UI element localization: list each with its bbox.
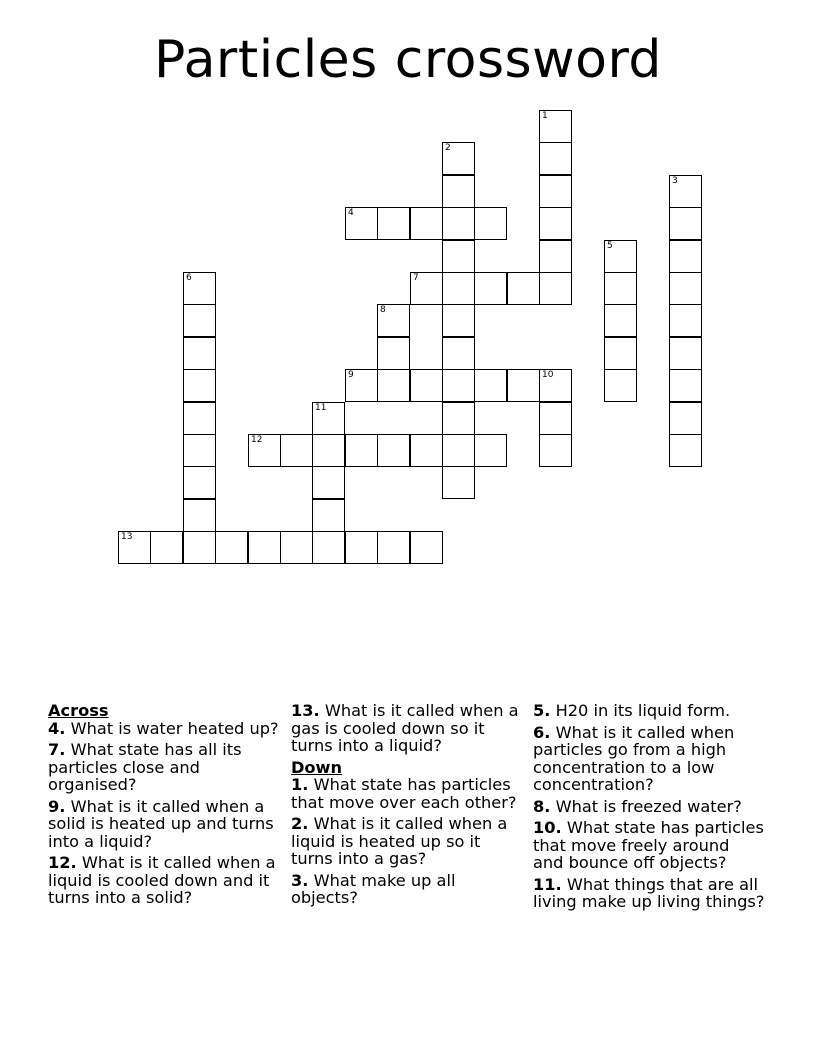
crossword-cell[interactable] bbox=[377, 207, 410, 240]
crossword-cell[interactable] bbox=[345, 531, 378, 564]
cell-number: 1 bbox=[542, 111, 548, 121]
clue-number: 6. bbox=[533, 722, 551, 742]
crossword-cell[interactable] bbox=[183, 272, 216, 305]
cell-number: 10 bbox=[542, 370, 554, 380]
crossword-cell[interactable] bbox=[604, 369, 637, 402]
crossword-cell[interactable] bbox=[183, 531, 216, 564]
crossword-cell[interactable] bbox=[474, 207, 507, 240]
crossword-cell[interactable] bbox=[312, 499, 345, 532]
crossword-cell[interactable] bbox=[507, 369, 540, 402]
crossword-cell[interactable] bbox=[442, 434, 475, 467]
clue-text: What is it called when a liquid is cooled down and it turns into a solid? bbox=[48, 853, 276, 907]
clue-text: What is freezed water? bbox=[555, 796, 742, 816]
clue-text: What is it called when particles go from a high concentration to a low concentration? bbox=[533, 722, 735, 794]
cell-number: 9 bbox=[348, 370, 354, 380]
crossword-cell[interactable] bbox=[442, 142, 475, 175]
cell-number: 12 bbox=[251, 435, 263, 445]
clue-text: What make up all objects? bbox=[291, 870, 456, 907]
crossword-cell[interactable] bbox=[507, 272, 540, 305]
crossword-cell[interactable] bbox=[377, 369, 410, 402]
crossword-cell[interactable] bbox=[377, 531, 410, 564]
crossword-cell[interactable] bbox=[312, 402, 345, 435]
crossword-cell[interactable] bbox=[442, 207, 475, 240]
clue-number: 8. bbox=[533, 796, 551, 816]
clue-down-3 bbox=[291, 872, 523, 907]
clue-down-1 bbox=[291, 776, 523, 811]
clue-text: What is water heated up? bbox=[70, 718, 279, 738]
clue-text: What state has all its particles close and organised? bbox=[48, 740, 242, 794]
crossword-cell[interactable] bbox=[442, 402, 475, 435]
crossword-cell[interactable] bbox=[669, 272, 702, 305]
clue-number: 9. bbox=[48, 796, 66, 816]
cell-number: 8 bbox=[380, 305, 386, 315]
crossword-cell[interactable] bbox=[248, 531, 281, 564]
crossword-cell[interactable] bbox=[474, 434, 507, 467]
crossword-cell[interactable] bbox=[539, 175, 572, 208]
clue-down-11 bbox=[533, 876, 765, 911]
crossword-cell[interactable] bbox=[539, 369, 572, 402]
clue-number: 1. bbox=[291, 775, 309, 794]
crossword-cell[interactable] bbox=[118, 531, 151, 564]
crossword-cell[interactable] bbox=[345, 369, 378, 402]
crossword-cell[interactable] bbox=[442, 337, 475, 370]
clue-number: 10. bbox=[533, 818, 562, 837]
crossword-cell[interactable] bbox=[410, 531, 443, 564]
crossword-cell[interactable] bbox=[442, 466, 475, 499]
crossword-cell[interactable] bbox=[669, 175, 702, 208]
page-title: Particles crossword bbox=[154, 30, 662, 90]
cell-number: 13 bbox=[121, 532, 133, 542]
crossword-cell[interactable] bbox=[183, 304, 216, 337]
crossword-cell[interactable] bbox=[539, 272, 572, 305]
crossword-cell[interactable] bbox=[280, 531, 313, 564]
crossword-cell[interactable] bbox=[410, 369, 443, 402]
clue-down-8 bbox=[533, 798, 765, 816]
clue-number: 3. bbox=[291, 870, 309, 890]
clue-text: What state has particles that move over each other? bbox=[291, 775, 517, 812]
cell-number: 2 bbox=[445, 143, 451, 153]
clue-text: What is it called when a gas is cooled down so it turns into a liquid? bbox=[291, 701, 519, 755]
crossword-cell[interactable] bbox=[312, 531, 345, 564]
clue-column-1 bbox=[48, 702, 280, 911]
clue-down-2 bbox=[291, 815, 523, 868]
crossword-cell[interactable] bbox=[669, 402, 702, 435]
crossword-cell[interactable] bbox=[215, 531, 248, 564]
crossword-cell[interactable] bbox=[183, 499, 216, 532]
crossword-cell[interactable] bbox=[669, 207, 702, 240]
clue-number: 2. bbox=[291, 814, 309, 833]
crossword-cell[interactable] bbox=[248, 434, 281, 467]
crossword-cell[interactable] bbox=[345, 434, 378, 467]
across-heading: Across bbox=[48, 701, 109, 720]
clue-number: 13. bbox=[291, 701, 320, 720]
clue-number: 5. bbox=[533, 701, 551, 720]
crossword-cell[interactable] bbox=[442, 272, 475, 305]
cell-number: 4 bbox=[348, 208, 354, 218]
crossword-cell[interactable] bbox=[345, 207, 378, 240]
crossword-cell[interactable] bbox=[442, 240, 475, 273]
clue-text: What is it called when a liquid is heated up so it turns into a gas? bbox=[291, 814, 508, 868]
crossword-cell[interactable] bbox=[539, 110, 572, 143]
crossword-cell[interactable] bbox=[669, 337, 702, 370]
crossword-cell[interactable] bbox=[410, 272, 443, 305]
crossword-cell[interactable] bbox=[474, 272, 507, 305]
clue-number: 11. bbox=[533, 874, 562, 894]
crossword-cell[interactable] bbox=[669, 369, 702, 402]
crossword-cell[interactable] bbox=[312, 466, 345, 499]
clue-across-4 bbox=[48, 720, 280, 738]
clue-text: What is it called when a solid is heated up and turns into a liquid? bbox=[48, 796, 274, 851]
crossword-cell[interactable] bbox=[410, 207, 443, 240]
cell-number: 11 bbox=[315, 403, 327, 413]
crossword-cell[interactable] bbox=[183, 402, 216, 435]
cell-number: 3 bbox=[672, 176, 678, 186]
clue-column-3 bbox=[533, 702, 765, 915]
crossword-cell[interactable] bbox=[377, 434, 410, 467]
clue-across-9 bbox=[48, 798, 280, 851]
crossword-cell[interactable] bbox=[312, 434, 345, 467]
crossword-cell[interactable] bbox=[604, 337, 637, 370]
crossword-cell[interactable] bbox=[539, 240, 572, 273]
clue-text: What things that are all living make up living things? bbox=[533, 874, 765, 911]
crossword-cell[interactable] bbox=[539, 142, 572, 175]
crossword-cell[interactable] bbox=[377, 337, 410, 370]
crossword-cell[interactable] bbox=[150, 531, 183, 564]
crossword-cell[interactable] bbox=[280, 434, 313, 467]
crossword-cell[interactable] bbox=[183, 337, 216, 370]
crossword-cell[interactable] bbox=[669, 304, 702, 337]
clue-across-7 bbox=[48, 741, 280, 794]
down-heading: Down bbox=[291, 757, 343, 777]
clue-number: 4. bbox=[48, 718, 66, 738]
crossword-cell[interactable] bbox=[183, 369, 216, 402]
cell-number: 7 bbox=[413, 273, 419, 283]
crossword-cell[interactable] bbox=[442, 175, 475, 208]
crossword-cell[interactable] bbox=[474, 369, 507, 402]
crossword-cell[interactable] bbox=[604, 240, 637, 273]
crossword-cell[interactable] bbox=[539, 402, 572, 435]
clue-down-5 bbox=[533, 702, 765, 720]
crossword-cell[interactable] bbox=[377, 304, 410, 337]
clue-column-2 bbox=[291, 702, 523, 911]
crossword-cell[interactable] bbox=[410, 434, 443, 467]
clue-down-6 bbox=[533, 724, 765, 794]
clue-number: 7. bbox=[48, 740, 66, 759]
clue-across-13 bbox=[291, 702, 523, 755]
crossword-cell[interactable] bbox=[183, 434, 216, 467]
crossword-cell[interactable] bbox=[442, 369, 475, 402]
crossword-cell[interactable] bbox=[669, 240, 702, 273]
clue-number: 12. bbox=[48, 853, 77, 872]
cell-number: 6 bbox=[186, 273, 192, 283]
crossword-cell[interactable] bbox=[604, 304, 637, 337]
clue-down-10 bbox=[533, 819, 765, 872]
crossword-cell[interactable] bbox=[539, 207, 572, 240]
clue-text: H20 in its liquid form. bbox=[555, 701, 731, 720]
clue-text: What state has particles that move freely around and bounce off objects? bbox=[533, 818, 764, 872]
crossword-cell[interactable] bbox=[183, 466, 216, 499]
crossword-cell[interactable] bbox=[442, 304, 475, 337]
cell-number: 5 bbox=[607, 241, 613, 251]
crossword-cell[interactable] bbox=[669, 434, 702, 467]
crossword-cell[interactable] bbox=[604, 272, 637, 305]
crossword-cell[interactable] bbox=[539, 434, 572, 467]
clue-across-12 bbox=[48, 854, 280, 907]
